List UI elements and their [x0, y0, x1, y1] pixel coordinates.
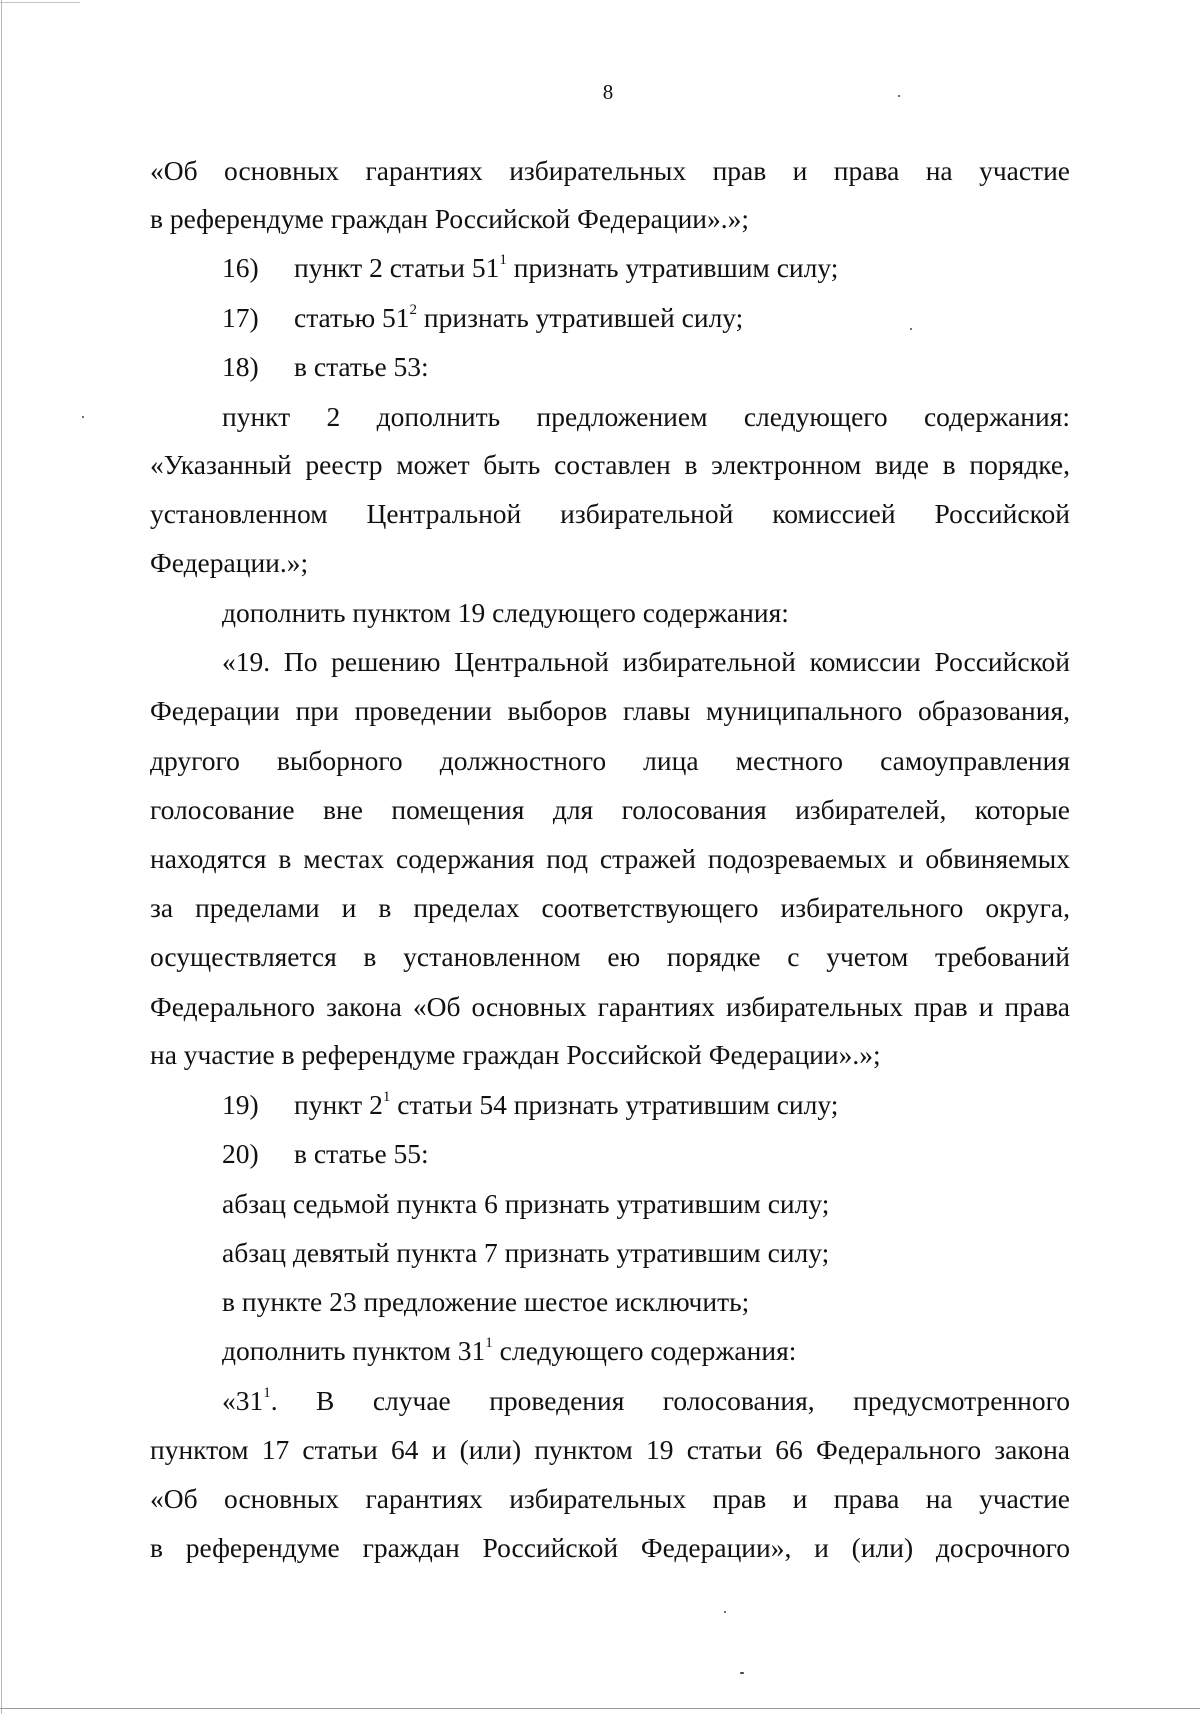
list-item-20 [222, 1137, 1070, 1171]
text-line: находятся в местах содержания под стражей подозреваемых и обвиняемых [150, 843, 1070, 874]
list-text: пункт 2 статьи 51 [294, 252, 500, 283]
list-item-17 [222, 301, 1070, 335]
text-line: «Об основных гарантиях избирательных прав и права на участие [150, 155, 1070, 186]
text-line: дополнить пунктом 19 следующего содержания: [222, 597, 789, 628]
scan-speck [740, 1672, 744, 1674]
text-line: «Указанный реестр может быть составлен в электронном виде в порядке, [150, 449, 1070, 480]
page-number: 8 [602, 80, 614, 104]
text-line: за пределами и в пределах соответствующего избирательного округа, [150, 892, 1070, 923]
text-line: Федерации.»; [150, 547, 309, 578]
text-line [222, 1384, 1070, 1418]
text-fragment: «31 [222, 1385, 264, 1416]
text-line: абзац девятый пункта 7 признать утратившим силу; [222, 1237, 830, 1268]
text-line: «Об основных гарантиях избирательных прав и права на участие [150, 1483, 1070, 1514]
scan-top-edge [0, 2, 80, 3]
list-text: признать утратившей силу; [417, 302, 744, 333]
text-line: голосование вне помещения для голосования избирателей, которые [150, 794, 1070, 825]
list-text: статьи 54 признать утратившим силу; [390, 1089, 839, 1120]
scan-left-edge [1, 0, 2, 1714]
text-line: установленном Центральной избирательной комиссией Российской [150, 498, 1070, 529]
list-item-16 [222, 251, 1070, 285]
text-fragment: дополнить пунктом 31 [222, 1335, 486, 1366]
superscript: 1 [485, 1334, 493, 1351]
list-text: статью 51 [294, 302, 410, 333]
list-number: 20) [222, 1138, 259, 1169]
text-line: «19. По решению Центральной избирательной комиссии Российской [222, 646, 1070, 677]
list-text: в статье 55: [294, 1138, 429, 1169]
text-line [222, 1334, 1070, 1368]
text-line: на участие в референдуме граждан Российской Федерации».»; [150, 1039, 881, 1070]
text-line: Федерального закона «Об основных гарантиях избирательных прав и права [150, 991, 1070, 1022]
text-line: в референдуме граждан Российской Федерации», и (или) досрочного [150, 1532, 1070, 1563]
list-text: признать утратившим силу; [506, 252, 839, 283]
text-line: осуществляется в установленном ею порядке с учетом требований [150, 941, 1070, 972]
text-line: Федерации при проведении выборов главы муниципального образования, [150, 695, 1070, 726]
list-item-19 [222, 1088, 1070, 1122]
text-line: другого выборного должностного лица местного самоуправления [150, 745, 1070, 776]
superscript: 1 [263, 1384, 271, 1401]
list-number: 18) [222, 351, 259, 382]
list-text: в статье 53: [294, 351, 429, 382]
text-line: в пункте 23 предложение шестое исключить; [222, 1286, 750, 1317]
text-line: пунктом 17 статьи 64 и (или) пунктом 19 статьи 66 Федерального закона [150, 1434, 1070, 1465]
scan-speck [724, 1611, 726, 1613]
text-line: в референдуме граждан Российской Федерации».»; [150, 203, 750, 234]
text-line: пункт 2 дополнить предложением следующего содержания: [222, 401, 1070, 432]
superscript: 1 [382, 1088, 391, 1105]
scan-bottom-edge [0, 1708, 1200, 1709]
list-item-18 [222, 350, 1070, 384]
superscript: 1 [499, 251, 507, 268]
text-line: абзац седьмой пункта 6 признать утратившим силу; [222, 1188, 830, 1219]
scan-speck [82, 416, 84, 418]
list-number: 19) [222, 1089, 259, 1120]
text-fragment: . В случае проведения голосования, предусмотренного [270, 1385, 1070, 1416]
list-number: 17) [222, 302, 259, 333]
list-text: пункт 2 [294, 1089, 383, 1120]
list-number: 16) [222, 252, 259, 283]
text-fragment: следующего содержания: [492, 1335, 797, 1366]
superscript: 2 [409, 301, 418, 318]
